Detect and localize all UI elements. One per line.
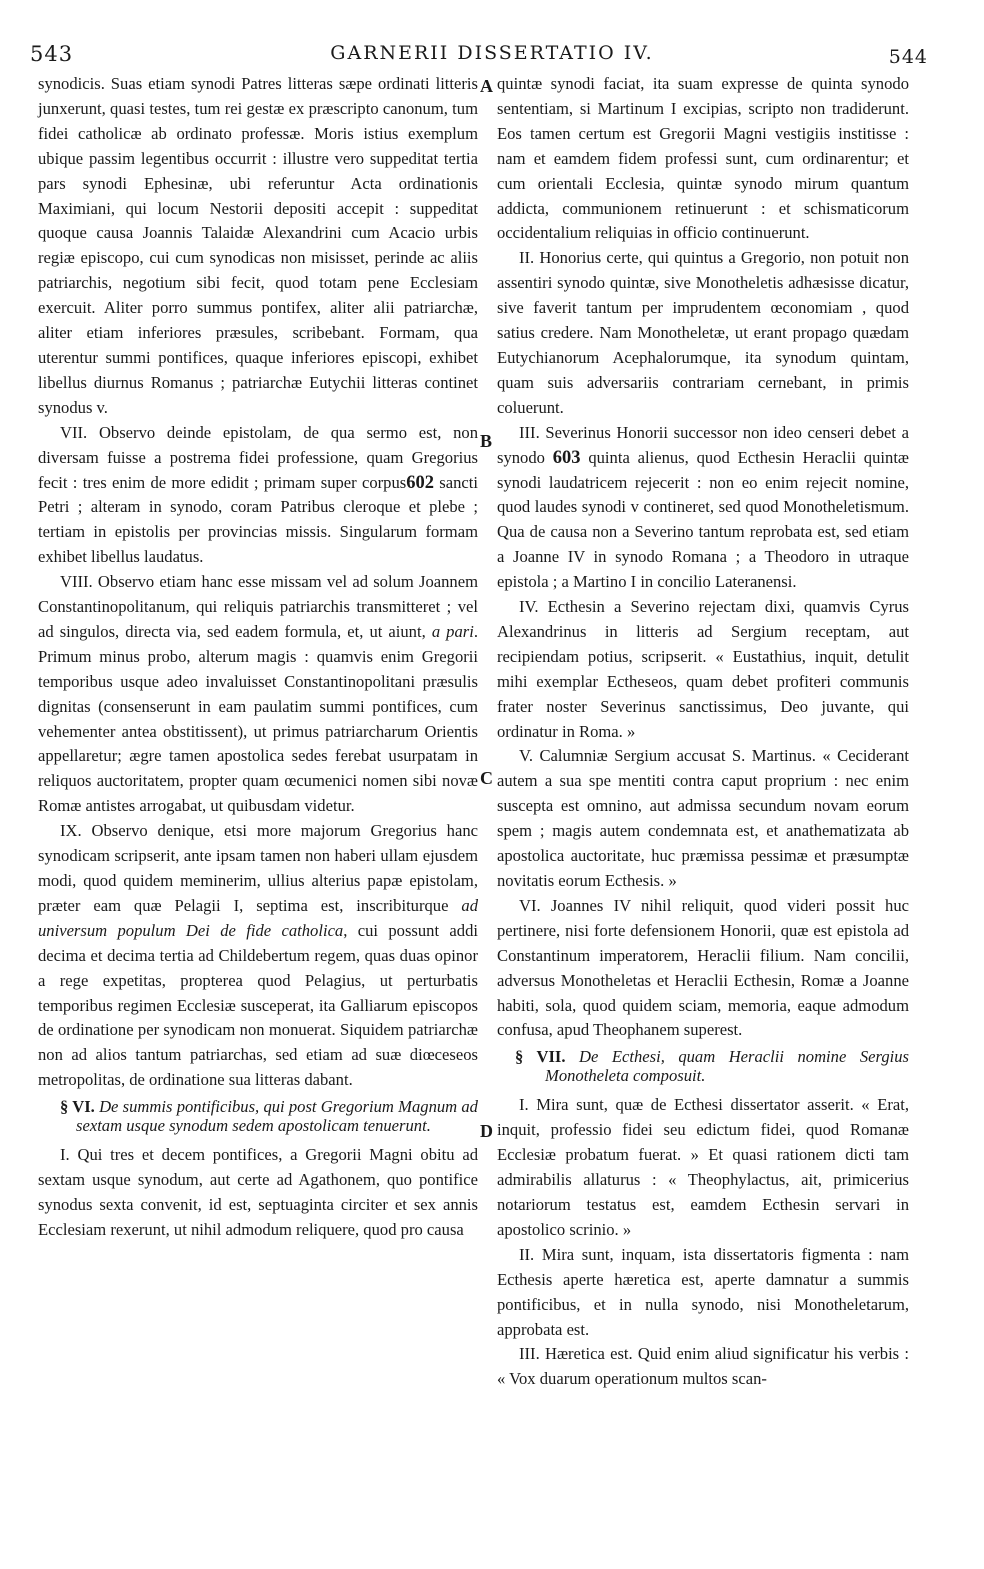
italic-text: a pari xyxy=(431,621,474,641)
text: . Primum minus probo, alterum magis : quamvis enim Gregorii temporibus usque adeo invaluisset Constantinopolitani præsulis dignitas (consenserunt in eam paulatim summi pontifices, cum vehementer antea obstitissent), ut primus patriarcharum Orientis appellaretur; ægre tamen apostolica sedes ferebat usurpatam in reliquos auctoritatem, propter quam œcumenici nomen sibi novæ Romæ antistes arrogabat, ut quibusdam videtur. xyxy=(38,621,478,816)
page-number-right: 544 xyxy=(888,46,928,68)
paragraph: II. Honorius certe, qui quintus a Gregorio, non potuit non assentiri synodo quintæ, sive Monotheletis adhæsisse dicatur, sive faverit tantum per imprudentem œconomiam , quod satius credere. Nam Monotheletæ, ut erant propago quædam Eutychianorum Acephalorumque, ita synodum quintam, quam suis adversariis contrariam cernebant, in primis coluerunt. xyxy=(497,248,909,417)
paragraph xyxy=(38,570,478,819)
margin-marker-c: C xyxy=(480,768,493,788)
text: quinta alienus, quod Ecthesin Heraclii quintæ synodi laudatricem rejecerit : non eo enim rejecit nomine, quod laudes synodi v contineret, sed quod Monotheletismum. Qua de causa non a Severino tantum reprobata est, sed etiam a Joanne IV in synodo Romana ; a Theodoro in utraque epistola ; a Martino I in concilio Lateranensi. xyxy=(497,447,909,592)
paragraph xyxy=(38,819,478,1093)
paragraph: II. Mira sunt, inquam, ista dissertatoris figmenta : nam Ecthesis aperte hæretica est, aperte damnatur a summis pontificibus, et in nulla synodo, nisi Monotheletarum, approbata est. xyxy=(497,1244,909,1339)
running-title: GARNERII DISSERTATIO IV. xyxy=(330,42,654,64)
right-column xyxy=(497,72,909,1392)
paragraph: III. Hæretica est. Quid enim aliud significatur his verbis : « Vox duarum operationum multos scan- xyxy=(497,1344,909,1389)
paragraph: IV. Ecthesin a Severino rejectam dixi, quamvis Cyrus Alexandrinus in litteris ad Sergium receptam, aut recipiendam potius, scripserit. « Eustathius, inquit, detulit mihi exemplar Ectheseos, quam debet profiteri communis frater noster Severinus sanctissimus, Deo juvante, qui ordinatur in Roma. » xyxy=(497,597,909,741)
text: IX. Observo denique, etsi more majorum Gregorius hanc synodicam scripserit, ante ipsam tamen non haberi ullam ejusdem modi, quod quidem meminerim, ullius alterius papæ epistolam, præter eam quæ Pelagii I, septima est, inscribiturque xyxy=(38,821,478,915)
section-title: De Ecthesi, quam Heraclii nomine Sergius Monotheleta composuit. xyxy=(545,1047,909,1086)
text: , cui possunt addi decima et decima tertia ad Childebertum regem, quas duas opinor a rege expetitas, propterea quod Pelagius, ut perturbatis temporibus regimen Ecclesiæ susceperat, ita Galliarum episcopos de ordinatione per synodicam non monuerat. Siquidem patriarchæ non ad alios tantum patriarchas, sed etiam ad suæ diœceseos metropolitas, de ordinatione sua litteras dabant. xyxy=(38,920,478,1090)
margin-page-number: 602 xyxy=(406,472,434,493)
paragraph: quintæ synodi faciat, ita suam expresse de quinta synodo sententiam, si Martinum I excipias, scripto non tradiderunt. Eos tamen certum est Gregorii Magni vestigiis institisse : nam et eamdem fidem professi sunt, cum ordinarentur; et cum orientali Ecclesia, quintæ synodo mirum quantum addicta, communionem retinuerunt : et schismaticorum occidentalium reliquias in officio continuerunt. xyxy=(497,74,909,243)
section-number: § VII. xyxy=(515,1047,566,1067)
text: VII. Observo deinde epistolam, de qua sermo est, non diversam fuisse a postrema fidei professione, quam Gregorius fecit : tres enim de more edidit ; primam super corpus xyxy=(38,422,478,492)
page-number-left: 543 xyxy=(30,42,74,66)
text: sancti Petri ; alteram in synodo, coram Patribus cleroque et plebe ; tertiam in epistolis per provincias missis. Singularum formam exhibet libellus laudatus. xyxy=(38,472,478,567)
margin-marker-a: A xyxy=(480,76,493,96)
section-title: De summis pontificibus, qui post Gregorium Magnum ad sextam usque synodum sedem apostolicam tenuerunt. xyxy=(76,1097,478,1136)
paragraph: VI. Joannes IV nihil reliquit, quod videri possit huc pertinere, nisi forte defensionem Honorii, quæ est epistola ad Constantinum imperatorem, Heraclii filium. Nam concilii, adversus Monotheletas et Heraclii Ecthesin, Romæ a Joanne habiti, sola, quod quidem sciam, memoria, eaque admodum confusa, apud Theophanem superest. xyxy=(497,895,909,1040)
paragraph: I. Mira sunt, quæ de Ecthesi dissertator asserit. « Erat, inquit, professio fidei seu edictum fidei, quod Romanæ Ecclesiæ probatum fuerat. » Et quasi rationem dicti tam admirabilis allaturus : « Theophylactus, ait, primicerius notariorum testatus est, eamdem Ecthesin servari in apostolico scrinio. » xyxy=(497,1095,909,1239)
italic-text: ad universum populum Dei de fide catholica xyxy=(38,895,478,940)
section-number: § VI. xyxy=(60,1097,95,1117)
page-header xyxy=(0,42,984,72)
paragraph xyxy=(497,421,909,595)
margin-marker-b: B xyxy=(480,431,493,451)
margin-marker-d: D xyxy=(480,1121,493,1141)
text: III. Severinus Honorii successor non ideo censeri debet a synodo xyxy=(497,422,909,467)
margin-page-number: 603 xyxy=(552,447,581,468)
text: VIII. Observo etiam hanc esse missam vel ad solum Joannem Constantinopolitanum, qui reliquis patriarchis transmitteret ; vel ad singulos, directa via, sed eadem formula, et, ut aiunt, xyxy=(38,572,478,641)
paragraph: I. Qui tres et decem pontifices, a Gregorii Magni obitu ad sextam usque synodum, aut certe ad Agathonem, quo pontifice synodus sexta convenit, id est, septuaginta circiter et sex annis Ecclesiam rexerunt, ut nihil admodum reliquere, quod pro causa xyxy=(38,1145,478,1239)
paragraph: synodicis. Suas etiam synodi Patres litteras sæpe ordinati litteris junxerunt, quasi testes, tum rei gestæ ex præscripto canonum, tum fidei catholicæ ab ordinato professæ. Moris istius exemplum ubique passim legentibus occurrit : illustre vero suppeditat tertia pars synodi Ephesinæ, ubi referuntur Acta ordinationis Maximiani, qui locum Nestorii depositi accepit : suppeditat quoque causa Joannis Talaidæ Alexandrini cum Acacio urbis regiæ episcopo, cui cum synodicas non misisset, perinde ac aliis patriarchis, negotium sibi fecit, quod totam pene Ecclesiam exercuit. Aliter porro summus pontifex, aliter alii patriarchæ, aliter etiam inferiores præsules, scribebant. Formam, qua uterentur summi pontifices, quaque inferiores episcopi, exhibet libellus diurnus Romanus ; patriarchæ Eutychii litteras continet synodus v. xyxy=(38,74,478,417)
left-column xyxy=(38,72,478,1243)
section-heading xyxy=(38,1097,478,1135)
paragraph xyxy=(38,421,478,570)
section-heading xyxy=(497,1047,909,1085)
paragraph: V. Calumniæ Sergium accusat S. Martinus. « Ceciderant autem a sua spe mentiti contra caput proprium : nec enim suscepta est omnino, aut admissa secundum novam eorum spem ; magis autem condemnata est, et anathematizata ab apostolica auctoritate, huc præmissa pessimæ et præsumptæ novitatis eorum Ecthesis. » xyxy=(497,746,909,890)
